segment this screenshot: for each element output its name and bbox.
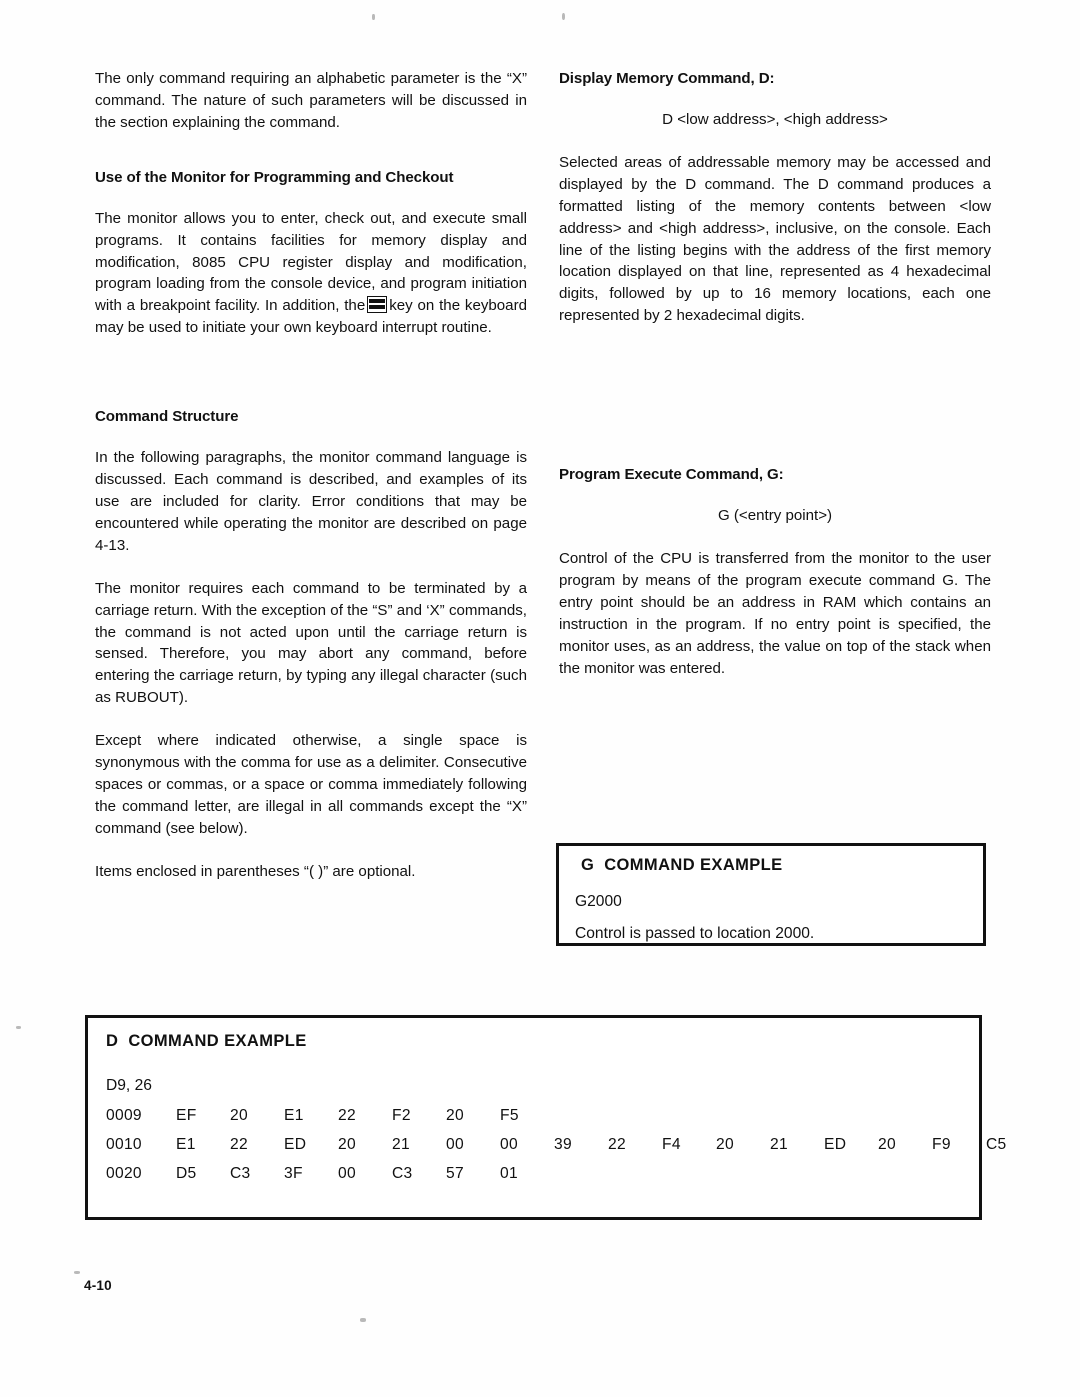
hex-dump-byte: F5 <box>500 1107 519 1124</box>
hex-dump-byte: ED <box>824 1136 847 1153</box>
paragraph-command-language: In the following paragraphs, the monitor command language is discussed. Each command is described, and examples of its use are included for clarity. Error conditions that may be encountered while operating the monitor are described on page 4-13. <box>95 449 527 554</box>
hex-dump-byte: F2 <box>392 1107 411 1124</box>
hex-dump-byte: 20 <box>230 1107 248 1124</box>
hex-dump-byte: 01 <box>500 1165 518 1182</box>
right-text-column <box>559 68 991 701</box>
g-command-example-title-letter: G <box>581 856 595 874</box>
hex-dump-byte: E1 <box>284 1107 304 1124</box>
hex-dump-byte: 20 <box>338 1136 356 1153</box>
paragraph-monitor-capabilities <box>95 208 527 339</box>
spacer <box>95 155 527 167</box>
scan-artifact <box>74 1271 80 1274</box>
hex-dump-byte: 21 <box>392 1136 410 1153</box>
hex-dump-byte: C3 <box>392 1165 413 1182</box>
paragraph-monitor-capabilities-part-2: key on the keyboard may be used to initiate your own keyboard interrupt routine. <box>95 297 527 337</box>
hex-dump-address: 0020 <box>106 1165 142 1182</box>
paragraph-alphabetic-parameter: The only command requiring an alphabetic parameter is the “X” command. The nature of such parameters will be discussed in the section explaining the command. <box>95 70 527 131</box>
hex-dump-byte: 22 <box>338 1107 356 1124</box>
vect-intr-key-icon-line-2 <box>369 305 385 309</box>
hex-dump-byte: 20 <box>716 1136 734 1153</box>
hex-dump-byte: C3 <box>230 1165 251 1182</box>
scan-artifact <box>16 1026 21 1029</box>
hex-dump-byte: 20 <box>446 1107 464 1124</box>
hex-dump-byte: 20 <box>878 1136 896 1153</box>
hex-dump-byte: E1 <box>176 1136 196 1153</box>
paragraph-program-execute-description: Control of the CPU is transferred from the monitor to the user program by means of the program execute command G. The entry point should be an address in RAM which contains an instruction in the program. If no entry point is specified, the monitor uses, as an address, the value on top of the stack when the monitor was entered. <box>559 550 991 677</box>
scan-artifact <box>360 1318 366 1322</box>
scan-artifact <box>372 14 375 20</box>
hex-dump-byte: C5 <box>986 1136 1007 1153</box>
d-command-example-echo: D9, 26 <box>106 1077 152 1094</box>
left-text-column <box>95 68 527 904</box>
hex-dump-byte: 22 <box>608 1136 626 1153</box>
scan-artifact <box>562 13 565 20</box>
hex-dump-byte: EF <box>176 1107 197 1124</box>
hex-dump-row <box>106 1165 961 1183</box>
page-number: 4-10 <box>84 1278 112 1293</box>
paragraph-display-memory-description: Selected areas of addressable memory may be accessed and displayed by the D command. The D command produces a formatted listing of the memory contents between <low address> and <high address>, inclusive, on the console. Each line of the listing begins with the address of the first memory location displayed on that line, represented as 4 hexadecimal digits, followed by up to 16 memory locations, each one represented by 2 hexadecimal digits. <box>559 153 991 325</box>
hex-dump-byte: ED <box>284 1136 307 1153</box>
d-command-example-title-letter: D <box>106 1032 119 1050</box>
hex-dump-byte: F9 <box>932 1136 951 1153</box>
heading-command-structure: Command Structure <box>95 408 239 426</box>
hex-dump-byte: 21 <box>770 1136 788 1153</box>
hex-dump-byte: 57 <box>446 1165 464 1182</box>
syntax-display-memory-command: D <low address>, <high address> <box>662 111 888 128</box>
hex-dump-byte: 39 <box>554 1136 572 1153</box>
hex-dump-address: 0009 <box>106 1107 142 1124</box>
vect-intr-key-icon-line-1 <box>369 299 385 303</box>
hex-dump-row <box>106 1107 961 1125</box>
heading-display-memory-command: Display Memory Command, D: <box>559 70 775 87</box>
d-command-example-title-text: COMMAND EXAMPLE <box>128 1032 307 1050</box>
g-command-example-echo: G2000 <box>575 893 622 910</box>
hex-dump-byte: 00 <box>500 1136 518 1153</box>
hex-dump-byte: 00 <box>338 1165 356 1182</box>
g-command-example-box <box>556 843 986 946</box>
d-command-hex-dump <box>106 1107 1007 1183</box>
hex-dump-byte: 00 <box>446 1136 464 1153</box>
paragraph-optional-items: Items enclosed in parentheses “( )” are optional. <box>95 862 416 880</box>
spacer <box>559 348 991 464</box>
hex-dump-byte: 3F <box>284 1165 303 1182</box>
spacer <box>95 360 527 406</box>
g-command-example-result: Control is passed to location 2000. <box>575 925 815 942</box>
g-command-example-title-text: COMMAND EXAMPLE <box>604 856 783 874</box>
hex-dump-byte: 22 <box>230 1136 248 1153</box>
paragraph-delimiters: Except where indicated otherwise, a single space is synonymous with the comma for use as a delimiter. Consecutive spaces or commas, or a space or comma immediately following the command letter, are illegal in all commands except the “X” command (see below). <box>95 732 527 837</box>
vect-intr-key-icon <box>367 296 387 313</box>
heading-use-of-monitor: Use of the Monitor for Programming and Checkout <box>95 168 454 186</box>
syntax-program-execute-command: G (<entry point>) <box>717 507 833 525</box>
paragraph-monitor-capabilities-part-1: The monitor allows you to enter, check out, and execute small programs. It contains facilities for memory display and modification, 8085 CPU register display and modification, program loading from the console device, and program initiation with a breakpoint facility. In addition, the <box>95 209 527 315</box>
d-command-example-title <box>106 1032 961 1051</box>
paragraph-carriage-return: The monitor requires each command to be terminated by a carriage return. With the exception of the “S” and ‘X” commands, the command is not acted upon until the carriage return is sensed. Therefore, you may abort any command, before entering the carriage return, by typing any illegal character (such as RUBOUT). <box>95 579 527 707</box>
g-command-example-title <box>581 856 967 875</box>
hex-dump-byte: F4 <box>662 1136 681 1153</box>
heading-program-execute-command: Program Execute Command, G: <box>559 466 784 484</box>
hex-dump-byte: D5 <box>176 1165 197 1182</box>
d-command-example-box <box>85 1015 1007 1220</box>
hex-dump-address: 0010 <box>106 1136 142 1153</box>
hex-dump-row <box>106 1136 1007 1154</box>
